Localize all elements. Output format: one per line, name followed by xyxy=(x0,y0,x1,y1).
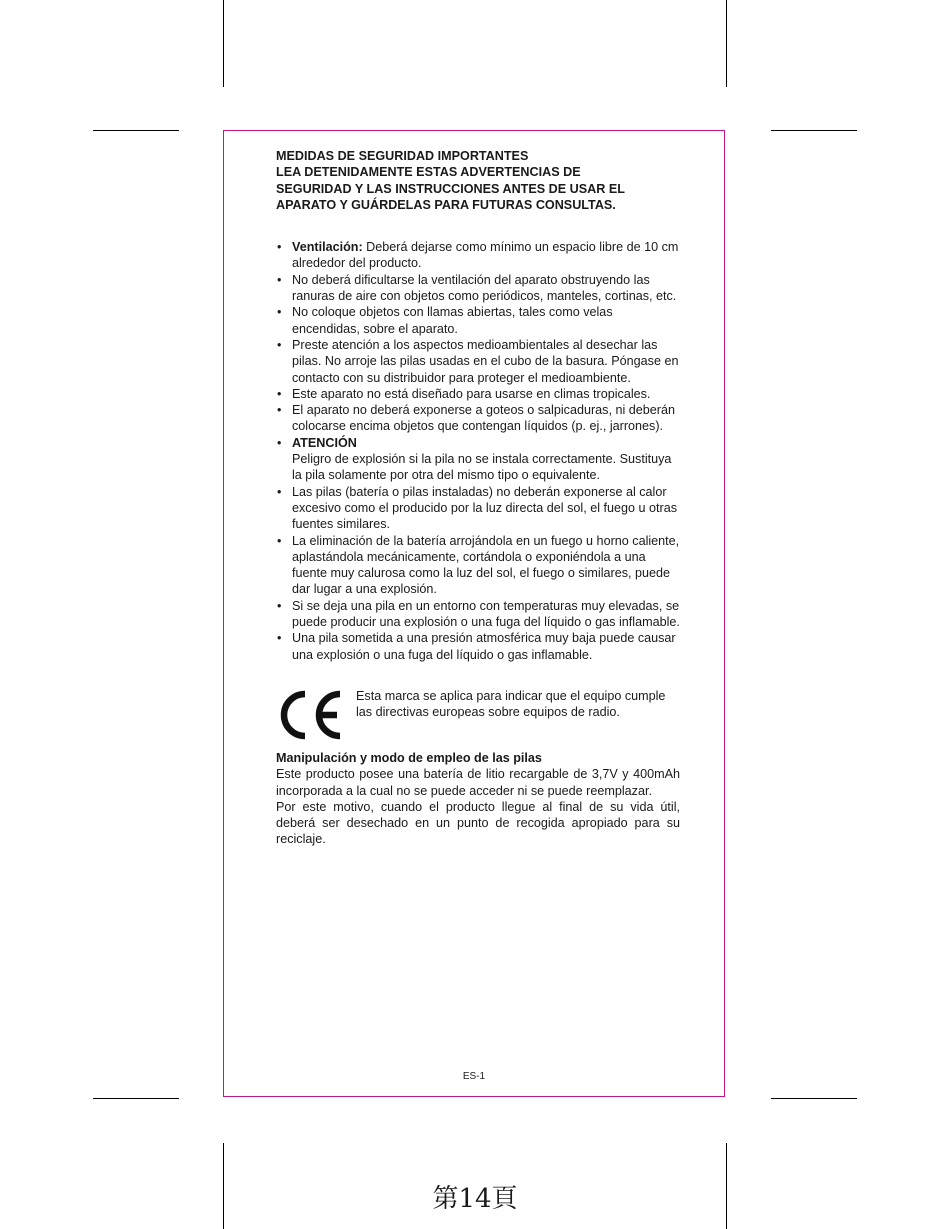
warning-text: Preste atención a los aspectos medioambientales al desechar las pilas. No arroje las pilas usadas en el cubo de la basura. Póngase en contacto con su distribuidor para proteger el medioambiente. xyxy=(292,337,679,385)
folio-label: 第14頁 xyxy=(432,1184,518,1214)
warning-item-flames xyxy=(276,304,680,337)
page-number: ES-1 xyxy=(462,1071,486,1082)
warning-item-liquids xyxy=(276,402,680,435)
crop-mark-bottom-right xyxy=(726,1143,727,1229)
ce-section xyxy=(276,688,680,740)
warning-text: Este aparato no está diseñado para usarse en climas tropicales. xyxy=(292,386,651,401)
warning-text: No coloque objetos con llamas abiertas, tales como velas encendidas, sobre el aparato. xyxy=(292,305,613,336)
warning-lead: Ventilación: xyxy=(292,240,363,255)
heading-line: LEA DETENIDAMENTE ESTAS ADVERTENCIAS DE xyxy=(276,165,581,180)
warning-item-attention xyxy=(276,435,680,484)
warning-item-disposal xyxy=(276,533,680,598)
warning-text: No deberá dificultarse la ventilación del aparato obstruyendo las ranuras de aire con objetos como periódicos, manteles, cortinas, etc. xyxy=(292,272,677,304)
warning-item-heat xyxy=(276,484,680,533)
warning-text: Deberá dejarse como mínimo un espacio libre de 10 cm alrededor del producto. xyxy=(292,240,679,271)
manual-page-content xyxy=(276,148,680,848)
heading-line: APARATO Y GUÁRDELAS PARA FUTURAS CONSULTAS. xyxy=(276,197,616,212)
warning-item-tropical xyxy=(276,386,680,402)
crop-mark-right-bottom xyxy=(771,1098,857,1099)
crop-mark-right-top xyxy=(771,130,857,131)
safety-heading xyxy=(276,148,680,213)
warning-text: La eliminación de la batería arrojándola en un fuego u horno caliente, aplastándola mecánicamente, cortándola o exponiéndola a una fuente muy calurosa como la luz del sol, el fuego o similares, puede dar lugar a una explosión. xyxy=(292,533,680,597)
warning-text: Peligro de explosión si la pila no se instala correctamente. Sustituya la pila solamente por otra del mismo tipo o equivalente. xyxy=(292,452,672,483)
heading-line: SEGURIDAD Y LAS INSTRUCCIONES ANTES DE USAR EL xyxy=(276,181,625,196)
warning-lead: • ATENCIÓN xyxy=(292,435,357,450)
crop-mark-bottom-left xyxy=(223,1143,224,1229)
warning-item-high-temperature xyxy=(276,598,680,631)
battery-paragraph: Este producto posee una batería de litio recargable de 3,7V y 400mAh incorporada a la cual no se puede acceder ni se puede reemplazar. xyxy=(276,767,680,798)
warning-text: Si se deja una pila en un entorno con temperaturas muy elevadas, se puede producir una explosión o una fuga del líquido o gas inflamable. xyxy=(292,598,680,630)
heading-line: MEDIDAS DE SEGURIDAD IMPORTANTES xyxy=(276,149,529,163)
ce-description: Esta marca se aplica para indicar que el equipo cumple las directivas europeas sobre equipos de radio. xyxy=(356,688,666,720)
warning-text: El aparato no deberá exponerse a goteos o salpicaduras, ni deberán colocarse encima objetos que contengan líquidos (p. ej., jarrones). xyxy=(292,403,675,434)
safety-warning-list xyxy=(276,239,680,663)
warning-item-obstruction xyxy=(276,272,680,305)
warning-text: Las pilas (batería o pilas instaladas) no deberán exponerse al calor excesivo como el producido por la luz directa del sol, el fuego u otras fuentes similares. xyxy=(292,484,678,532)
warning-item-ventilation xyxy=(276,239,680,272)
battery-section-title: Manipulación y modo de empleo de las pilas xyxy=(276,750,542,765)
warning-text: Una pila sometida a una presión atmosférica muy baja puede causar una explosión o una fuga del líquido o gas inflamable. xyxy=(292,631,676,662)
crop-mark-left-top xyxy=(93,130,179,131)
warning-item-environment xyxy=(276,337,680,386)
warning-item-low-pressure xyxy=(276,630,680,663)
battery-paragraph: Por este motivo, cuando el producto llegue al final de su vida útil, deberá ser desechado en un punto de recogida apropiado para su reciclaje. xyxy=(276,799,680,847)
crop-mark-top-right xyxy=(726,0,727,87)
crop-mark-left-bottom xyxy=(93,1098,179,1099)
crop-mark-top-left xyxy=(223,0,224,87)
ce-mark-icon xyxy=(276,690,346,740)
